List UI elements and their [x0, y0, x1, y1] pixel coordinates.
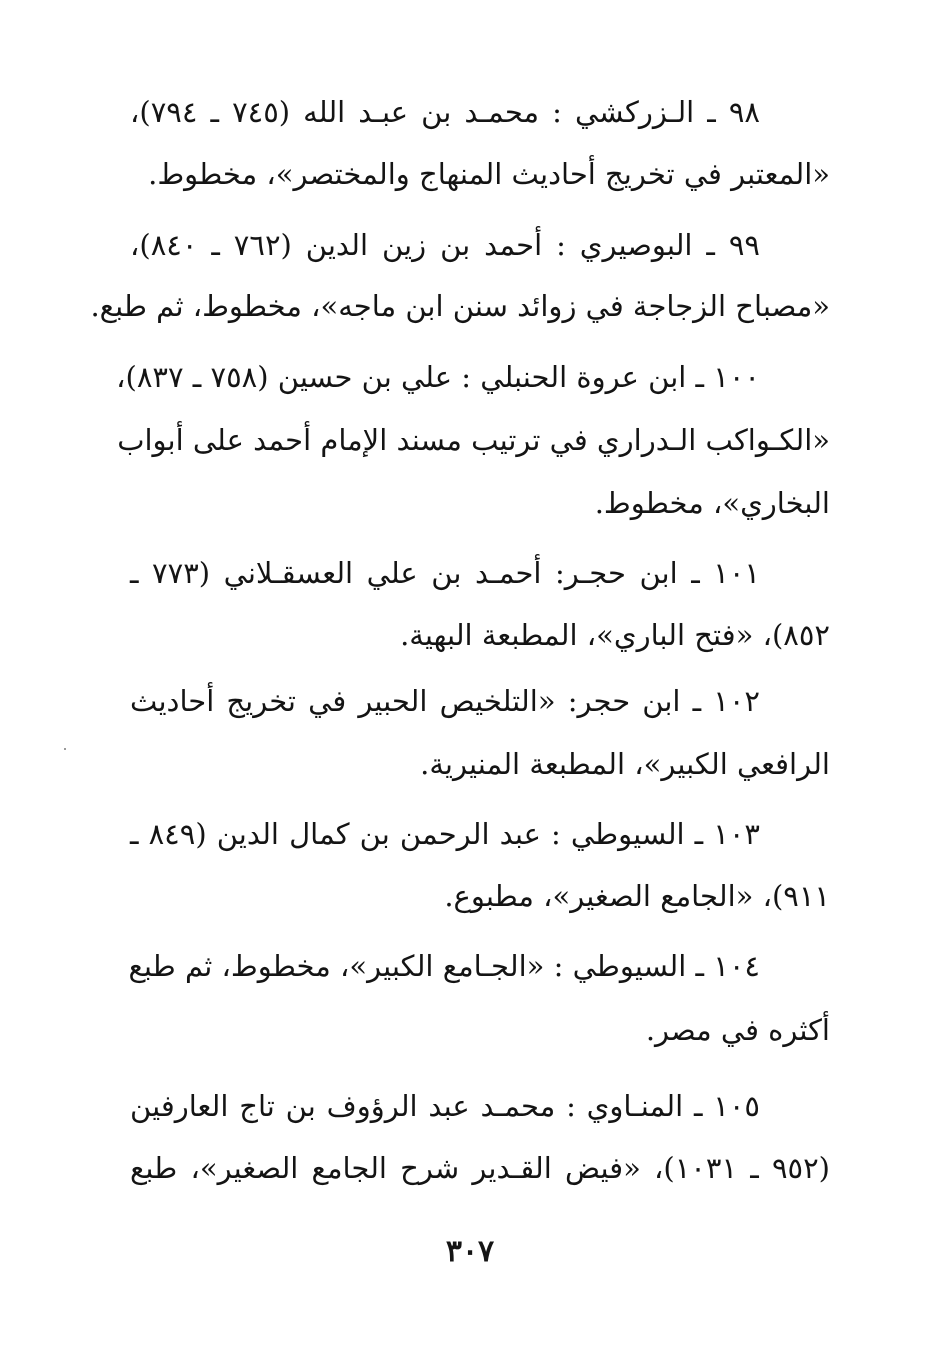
entry-102-line-2: الرافعي الكبير»، المطبعة المنيرية. [420, 747, 830, 781]
entry-103-line-2: ٩١١)، «الجامع الصغير»، مطبوع. [444, 879, 830, 913]
entry-100-line-2: «الكـواكب الـدراري في ترتيب مسند الإمام أحمد على أبواب [117, 423, 830, 457]
entry-104-line-2: أكثره في مصر. [645, 1013, 830, 1047]
entry-104-line-1: ١٠٤ ـ السيوطي : «الجـامع الكبير»، مخطوط، ثم طبع [128, 949, 760, 983]
entry-99-line-1: ٩٩ ـ البوصيري : أحمد بن زين الدين (٧٦٢ ـ ٨٤٠)، [130, 228, 760, 262]
entry-105-line-1: ١٠٥ ـ المنـاوي : محمـد عبد الرؤوف بن تاج العارفين [130, 1089, 760, 1123]
entry-102-line-1: ١٠٢ ـ ابن حجر: «التلخيص الحبير في تخريج أحاديث [130, 684, 760, 718]
entry-105-line-2: (٩٥٢ ـ ١٠٣١)، «فيض القـدير شرح الجامع الصغير»، طبع [130, 1151, 830, 1185]
entry-100-line-1: ١٠٠ ـ ابن عروة الحنبلي : علي بن حسين (٧٥٨ ـ ٨٣٧)، [116, 360, 760, 394]
entry-99-line-2: «مصباح الزجاجة في زوائد سنن ابن ماجه»، مخطوط، ثم طبع. [90, 289, 830, 323]
entry-101-line-1: ١٠١ ـ ابن حجـر: أحمـد بن علي العسقـلاني (٧٧٣ ـ [130, 556, 760, 590]
entry-98-line-2: «المعتبر في تخريج أحاديث المنهاج والمختصر»، مخطوط. [148, 157, 830, 191]
entry-101-line-2: ٨٥٢)، «فتح الباري»، المطبعة البهية. [400, 618, 830, 652]
margin-dot [64, 748, 66, 750]
page-number: ٣٠٧ [445, 1234, 495, 1269]
entry-100-line-3: البخاري»، مخطوط. [594, 486, 830, 520]
entry-103-line-1: ١٠٣ ـ السيوطي : عبد الرحمن بن كمال الدين (٨٤٩ ـ [130, 817, 761, 851]
entry-98-line-1: ٩٨ ـ الـزركشي : محمـد بن عبـد الله (٧٤٥ ـ ٧٩٤)، [130, 95, 760, 129]
